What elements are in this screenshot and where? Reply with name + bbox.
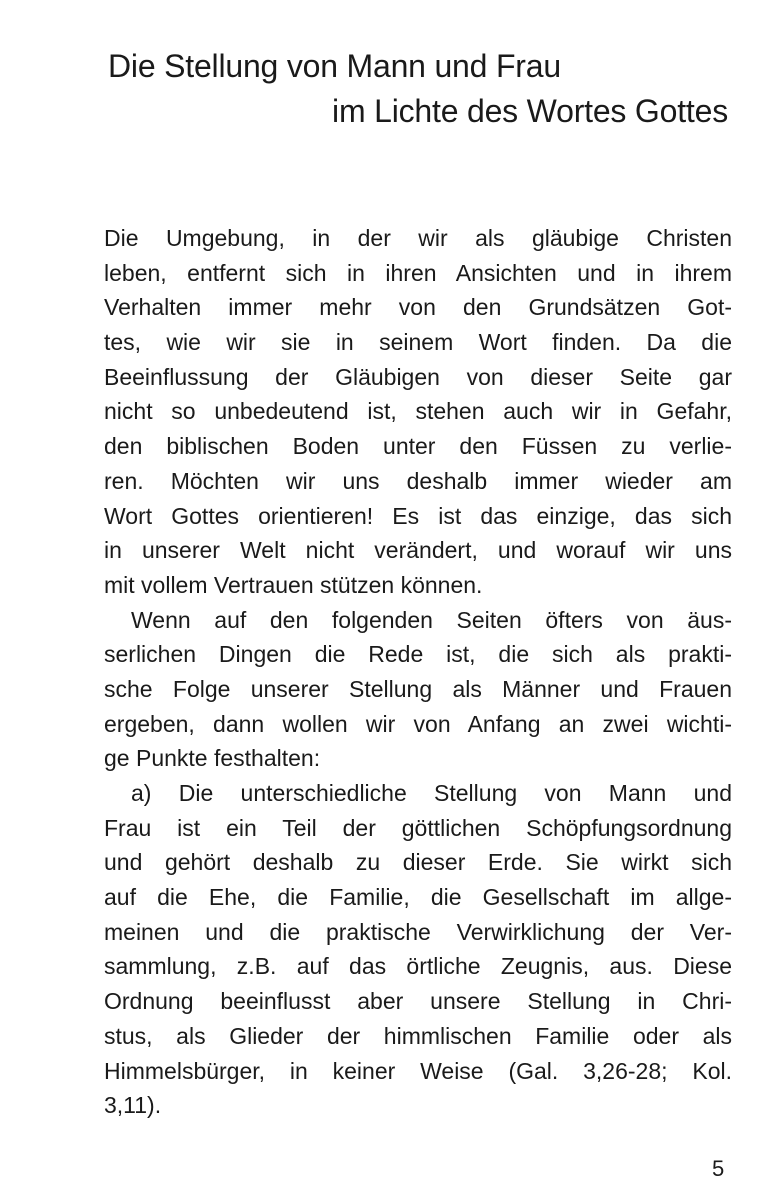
text-line: sammlung, z.B. auf das örtliche Zeugnis, aus. Diese xyxy=(104,953,732,980)
text-line: in unserer Welt nicht verändert, und worauf wir uns xyxy=(104,537,732,564)
text-line: mit vollem Vertrauen stützen können. xyxy=(104,571,483,598)
text-line: Wenn auf den folgenden Seiten öfters von äus- xyxy=(131,606,732,633)
text-line: Himmelsbürger, in keiner Weise (Gal. 3,26-28; Kol. xyxy=(104,1057,732,1084)
text-line: Ordnung beeinflusst aber unsere Stellung in Chri- xyxy=(104,988,732,1015)
text-line: Die Umgebung, in der wir als gläubige Christen xyxy=(104,225,732,251)
text-line: Wort Gottes orientieren! Es ist das einzige, das sich xyxy=(104,502,732,529)
text-line: meinen und die praktische Verwirklichung der Ver- xyxy=(104,918,732,945)
text-line: Beeinflussung der Gläubigen von dieser Seite gar xyxy=(104,363,732,390)
text-line: tes, wie wir sie in seinem Wort finden. Da die xyxy=(104,329,732,356)
text-line: nicht so unbedeutend ist, stehen auch wir in Gefahr, xyxy=(104,398,732,425)
page-title xyxy=(108,44,738,134)
text-line: ergeben, dann wollen wir von Anfang an zwei wichti- xyxy=(104,710,732,737)
text-line: stus, als Glieder der himmlischen Familie oder als xyxy=(104,1022,732,1049)
text-line: Verhalten immer mehr von den Grundsätzen Got- xyxy=(104,294,732,321)
text-line: 3,11). xyxy=(104,1092,162,1119)
text-line: und gehört deshalb zu dieser Erde. Sie wirkt sich xyxy=(104,849,732,876)
text-line: serlichen Dingen die Rede ist, die sich als prakti- xyxy=(104,641,732,668)
text-line: auf die Ehe, die Familie, die Gesellschaft im allge- xyxy=(104,884,732,911)
text-line: ren. Möchten wir uns deshalb immer wieder am xyxy=(104,467,732,494)
text-line: a) Die unterschiedliche Stellung von Mann und xyxy=(131,780,732,806)
text-line: ge Punkte festhalten: xyxy=(104,745,321,772)
text-line: den biblischen Boden unter den Füssen zu verlie- xyxy=(104,433,732,460)
text-line: sche Folge unserer Stellung als Männer und Frauen xyxy=(104,675,732,702)
text-line: Frau ist ein Teil der göttlichen Schöpfungsordnung xyxy=(104,814,732,841)
title-line-2: im Lichte des Wortes Gottes xyxy=(332,93,728,129)
body-text xyxy=(104,221,732,1123)
text-line: leben, entfernt sich in ihren Ansichten und in ihrem xyxy=(104,259,732,286)
title-line-1: Die Stellung von Mann und Frau xyxy=(108,48,561,84)
page-number: 5 xyxy=(712,1156,725,1181)
